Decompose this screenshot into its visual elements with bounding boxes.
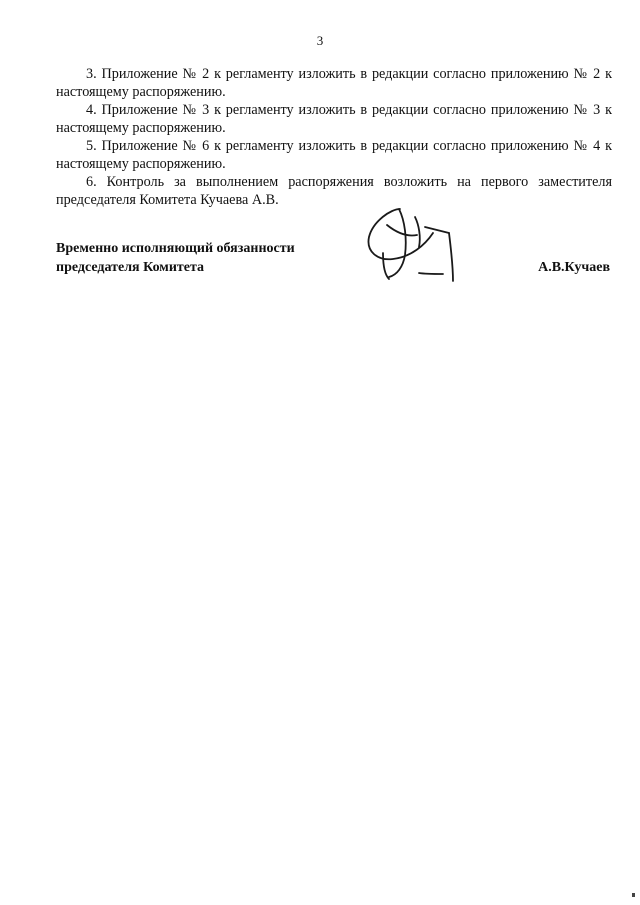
paragraph-item-4: 4. Приложение № 3 к регламенту изложить в редакции согласно приложению № 3 к настоящему распоряжению. (56, 102, 612, 136)
signature-icon (363, 203, 473, 285)
signer-title-line-2: председателя Комитета (56, 260, 205, 275)
paragraph-item-6: 6. Контроль за выполнением распоряжения возложить на первого заместителя председателя Комитета Кучаева А.В. (56, 174, 612, 208)
signature-block (56, 239, 612, 289)
scan-speck (632, 893, 635, 897)
signer-title-line-1: Временно исполняющий обязанности (56, 241, 295, 256)
document-body (56, 65, 612, 209)
signer-name: А.В.Кучаев (538, 260, 610, 275)
signer-title (56, 239, 295, 277)
page-number: 3 (316, 33, 324, 48)
paragraph-item-5: 5. Приложение № 6 к регламенту изложить в редакции согласно приложению № 4 к настоящему распоряжению. (56, 138, 612, 172)
paragraph-item-3: 3. Приложение № 2 к регламенту изложить в редакции согласно приложению № 2 к настоящему распоряжению. (56, 66, 612, 100)
